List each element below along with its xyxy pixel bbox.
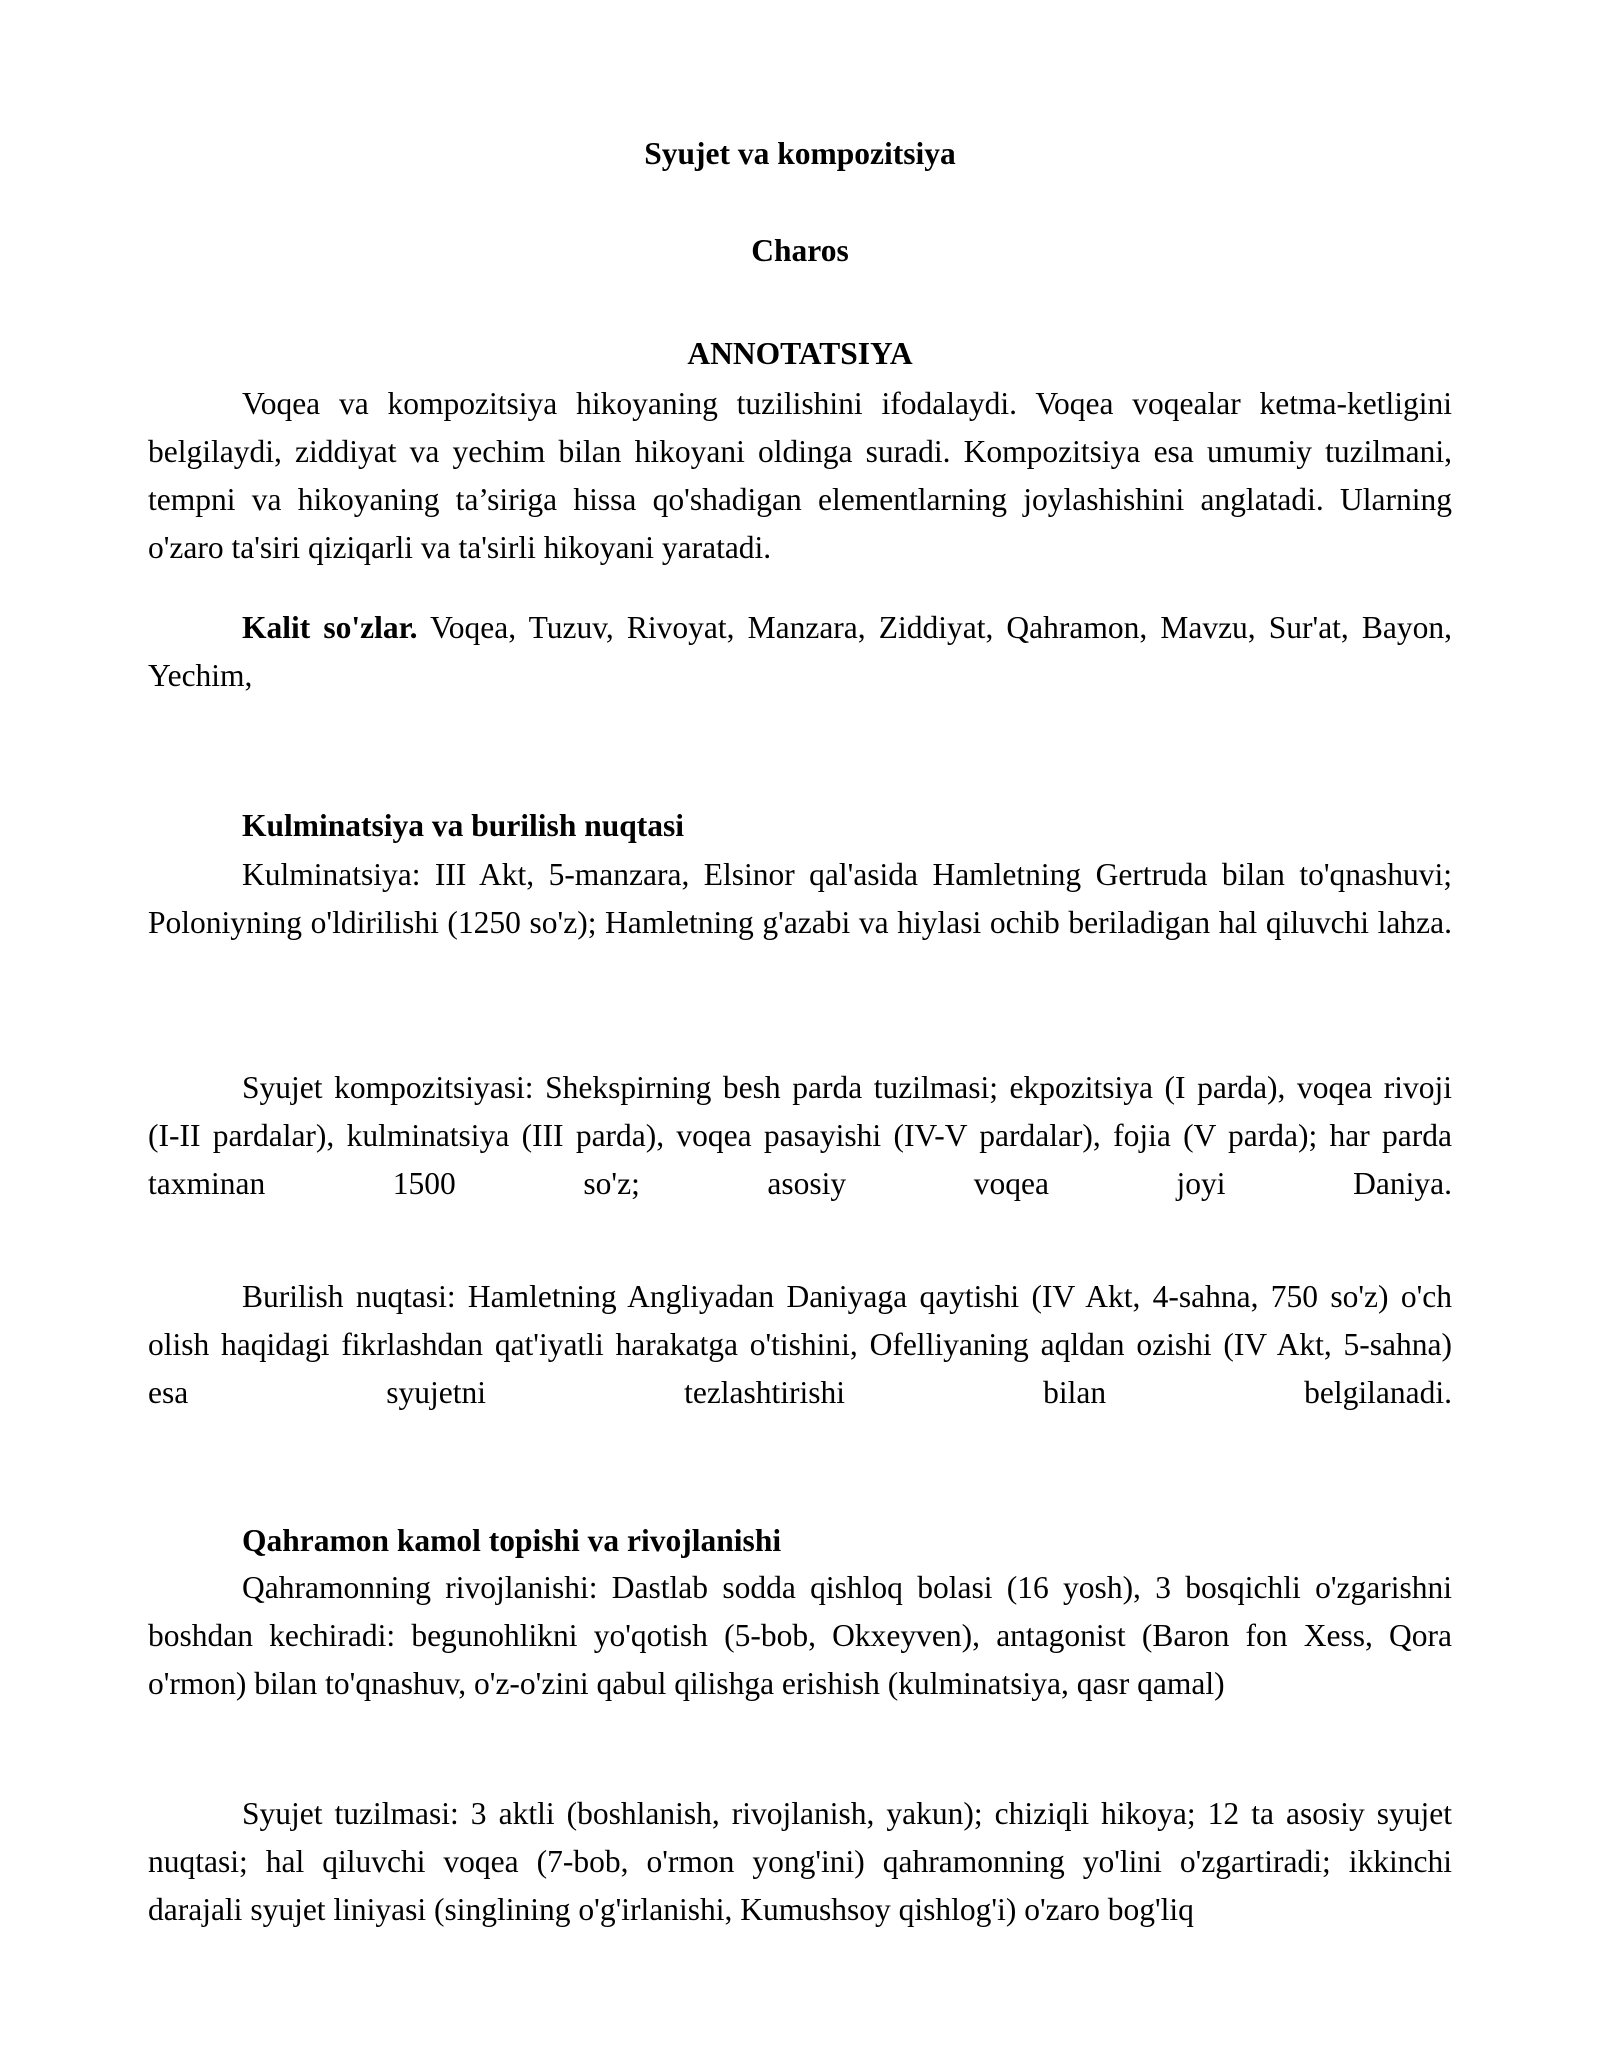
keywords-text: Voqea, Tuzuv, Rivoyat, Manzara, Ziddiyat, Qahramon, Mavzu, Sur'at, Bayon, Yechim, — [148, 610, 1453, 693]
turning-point-paragraph — [148, 1273, 1452, 1417]
annotation-heading: ANNOTATSIYA — [687, 336, 913, 371]
character-development-paragraph — [148, 1564, 1452, 1708]
keywords-label: Kalit so'zlar. — [242, 610, 418, 645]
annotation-text: Voqea va kompozitsiya hikoyaning tuzilishini ifodalaydi. Voqea voqealar ketma-ketligini belgilaydi, ziddiyat va yechim bilan hikoyani oldinga suradi. Kompozitsiya esa umumiy tuzilmani, tempni va hikoyaning ta’siriga hissa qo'shadigan elementlarning joylashishini anglatadi. Ularning o'zaro ta'siri qiziqarli va ta'sirli hikoyani yaratadi. — [148, 386, 1452, 565]
climax-text: Kulminatsiya: III Akt, 5-manzara, Elsinor qal'asida Hamletning Gertruda bilan to'qnashuvi; Poloniyning o'ldirilishi (1250 so'z); Hamletning g'azabi va hiylasi ochib beriladigan hal qiluvchi lahza. — [148, 857, 1452, 940]
keywords-line — [148, 604, 1452, 700]
plot-structure-text: Syujet tuzilmasi: 3 aktli (boshlanish, rivojlanish, yakun); chiziqli hikoya; 12 ta asosiy syujet nuqtasi; hal qiluvchi voqea (7-bob, o'rmon yong'ini) qahramonning yo'lini o'zgartiradi; ikkinchi darajali syujet liniyasi (singlining o'g'irlanishi, Kumushsoy qishlog'i) o'zaro bog'liq — [148, 1796, 1452, 1927]
plot-structure-paragraph — [148, 1790, 1452, 1934]
turning-point-text: Burilish nuqtasi: Hamletning Angliyadan Daniyaga qaytishi (IV Akt, 4-sahna, 750 so'z) o'ch olish haqidagi fikrlashdan qat'iyatli harakatga o'tishini, Ofelliyaning aqldan ozishi (IV Akt, 5-sahna) esa syujetni tezlashtirishi bilan belgilanadi. — [148, 1279, 1452, 1410]
character-development-text: Qahramonning rivojlanishi: Dastlab sodda qishloq bolasi (16 yosh), 3 bosqichli o'zgarishni boshdan kechiradi: begunohlikni yo'qotish (5-bob, Okxeyven), antagonist (Baron fon Xess, Qora o'rmon) bilan to'qnashuv, o'z-o'zini qabul qilishga erishish (kulminatsiya, qasr qamal) — [148, 1570, 1452, 1701]
annotation-paragraph — [148, 380, 1452, 572]
author-name: Charos — [751, 233, 849, 268]
keywords-paragraph — [148, 604, 1452, 700]
plot-composition-paragraph — [148, 1064, 1452, 1208]
section-heading-character: Qahramon kamol topishi va rivojlanishi — [242, 1523, 782, 1558]
section-heading-climax: Kulminatsiya va burilish nuqtasi — [242, 808, 685, 843]
plot-composition-text: Syujet kompozitsiyasi: Shekspirning besh parda tuzilmasi; ekpozitsiya (I parda), voqea rivoji (I-II pardalar), kulminatsiya (III parda), voqea pasayishi (IV-V pardalar), fojia (V parda); har parda taxminan 1500 so'z; asosiy voqea joyi Daniya. — [148, 1070, 1452, 1201]
document-title: Syujet va kompozitsiya — [644, 136, 956, 171]
climax-paragraph — [148, 851, 1452, 947]
